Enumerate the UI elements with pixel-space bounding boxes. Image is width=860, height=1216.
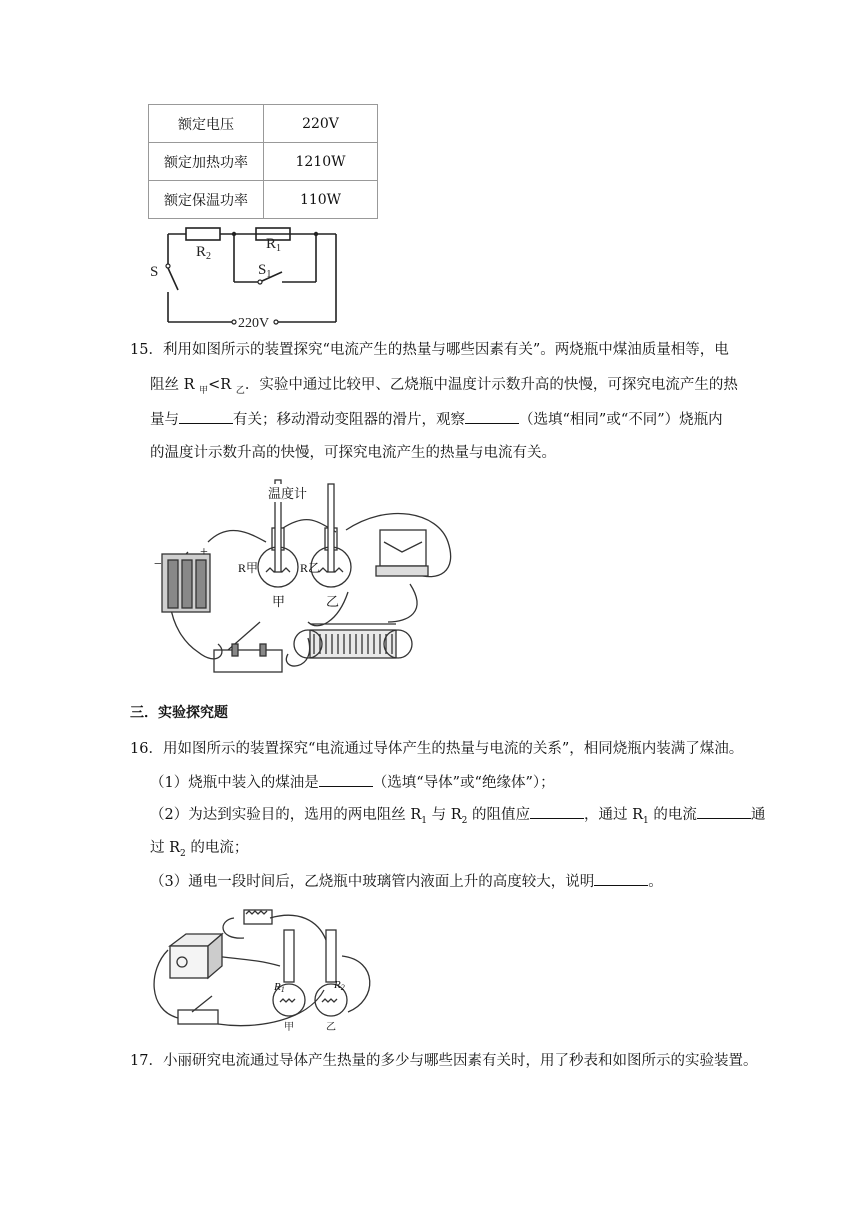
label-r-yi: R乙 bbox=[300, 561, 321, 575]
table-row bbox=[149, 143, 378, 181]
spec-value: 110W bbox=[264, 181, 378, 219]
spec-key: 额定加热功率 bbox=[149, 143, 264, 181]
label-voltage: 220V bbox=[238, 316, 270, 331]
experiment-figure-15 bbox=[148, 472, 468, 684]
experiment-figure-16 bbox=[148, 900, 388, 1034]
q16-part-3: （3）通电一段时间后，乙烧瓶中玻璃管内液面上升的高度较大，说明 。 bbox=[150, 871, 663, 892]
spec-value: 220V bbox=[264, 105, 378, 143]
label-yi: 乙 bbox=[326, 594, 340, 609]
q16-line-1: 16．用如图所示的装置探究“电流通过导体产生的热量与电流的关系”，相同烧瓶内装满了煤油。 bbox=[130, 741, 744, 757]
answer-blank[interactable] bbox=[697, 804, 751, 819]
answer-blank[interactable] bbox=[594, 871, 648, 886]
label-r1: R1 bbox=[274, 981, 285, 994]
answer-blank[interactable] bbox=[530, 804, 584, 819]
q15-line-2: 阻丝 R $_甲$<R $_乙$．实验中通过比较甲、乙烧瓶中温度计示数升高的快慢，可探究电流产生的热 bbox=[150, 377, 738, 396]
label-r2: R2 bbox=[334, 979, 345, 992]
label-minus: − bbox=[154, 557, 162, 572]
spec-key: 额定保温功率 bbox=[149, 181, 264, 219]
table-row bbox=[149, 181, 378, 219]
spec-table bbox=[148, 104, 378, 219]
spec-value: 1210W bbox=[264, 143, 378, 181]
q16-part-2-cont: 过 $R_2$ 的电流； bbox=[150, 840, 249, 859]
label-plus: + bbox=[200, 545, 208, 560]
answer-blank[interactable] bbox=[465, 409, 519, 424]
label-jia: 甲 bbox=[284, 1022, 294, 1033]
q16-part-1: （1）烧瓶中装入的煤油是 （选填“导体”或“绝缘体”）； bbox=[150, 772, 555, 793]
section-title: 三．实验探究题 bbox=[130, 705, 228, 721]
label-jia: 甲 bbox=[272, 594, 286, 609]
q17-line-1: 17．小丽研究电流通过导体产生热量的多少与哪些因素有关时，用了秒表和如图所示的实验装置。 bbox=[130, 1053, 758, 1069]
label-r-jia: R甲 bbox=[238, 561, 259, 575]
label-s1: $S_1$ bbox=[258, 262, 272, 280]
q15-line-4: 的温度计示数升高的快慢，可探究电流产生的热量与电流有关。 bbox=[150, 445, 556, 461]
label-r2: $R_2$ bbox=[196, 244, 212, 262]
answer-blank[interactable] bbox=[179, 409, 233, 424]
q15-line-1: 15．利用如图所示的装置探究“电流产生的热量与哪些因素有关”。两烧瓶中煤油质量相等，电 bbox=[130, 342, 729, 358]
label-thermometer: 温度计 bbox=[268, 486, 308, 501]
q16-part-2: （2）为达到实验目的，选用的两电阻丝 $R_1$ 与 $R_2$ 的阻值应 ，通过 $R_1$ 的电流 通 bbox=[150, 804, 765, 831]
circuit-diagram bbox=[140, 224, 360, 334]
label-r1: $R_1$ bbox=[266, 236, 282, 254]
label-yi: 乙 bbox=[326, 1022, 336, 1033]
spec-key: 额定电压 bbox=[149, 105, 264, 143]
table-row bbox=[149, 105, 378, 143]
q15-line-3: 量与 有关；移动滑动变阻器的滑片，观察 （选填“相同”或“不同”）烧瓶内 bbox=[150, 409, 723, 430]
answer-blank[interactable] bbox=[319, 772, 373, 787]
label-s: S bbox=[150, 264, 159, 280]
resistor-r2 bbox=[186, 228, 220, 240]
